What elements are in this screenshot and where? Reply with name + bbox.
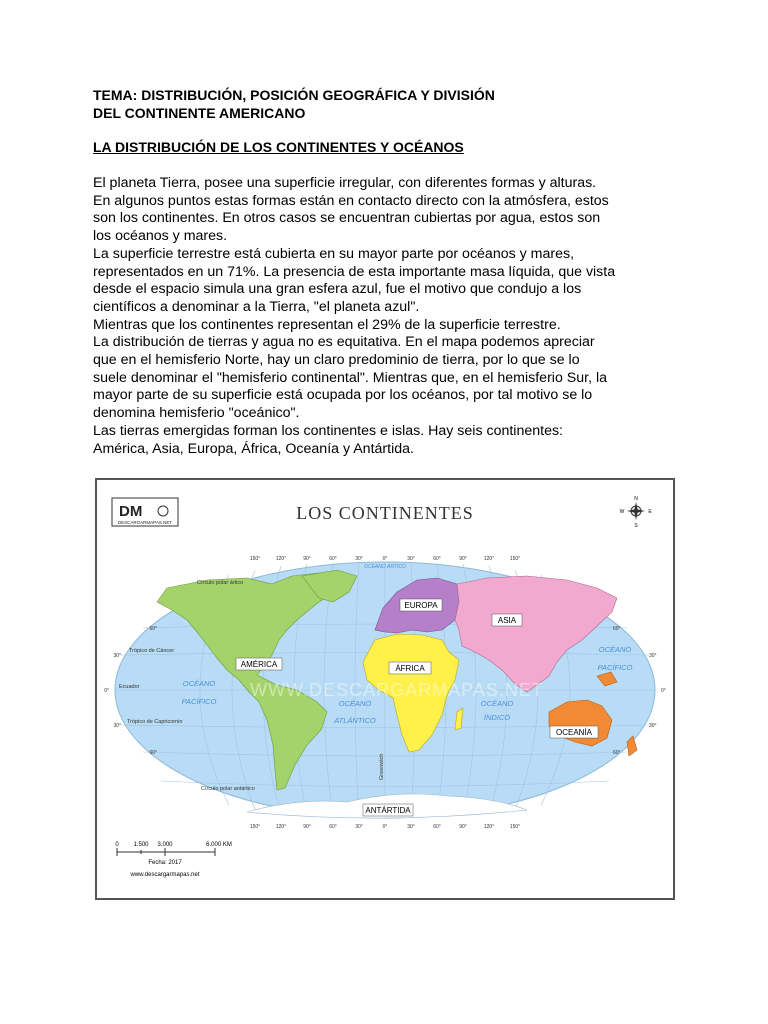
latitude-label: 0° — [661, 688, 666, 694]
longitude-label: 30° — [355, 824, 363, 830]
body-line: desde el espacio simula una gran esfera azul, fue el motivo que condujo a los — [93, 281, 582, 298]
body-line: los océanos y mares. — [93, 228, 228, 245]
scale-label: 0 — [115, 842, 119, 848]
scale-bar — [115, 842, 232, 878]
label-pacifico-e2: PACÍFICO — [597, 663, 633, 672]
logo-letters: DM — [119, 503, 143, 520]
longitude-label: 150° — [249, 824, 261, 830]
compass-n: N — [634, 496, 638, 502]
section-subtitle: LA DISTRIBUCIÓN DE LOS CONTINENTES Y OCÉANOS — [93, 139, 464, 155]
body-line: Mientras que los continentes representan el 29% de la superficie terrestre. — [93, 316, 561, 333]
longitude-label: 60° — [433, 824, 441, 830]
logo — [112, 498, 178, 526]
body-text — [93, 175, 633, 458]
scale-label: 1.500 — [133, 842, 149, 848]
body-line: La superficie terrestre está cubierta en su mayor parte por océanos y mares, — [93, 245, 575, 262]
body-line: son los continentes. En otros casos se encuentran cubiertas por agua, estos son — [93, 210, 601, 227]
body-line: El planeta Tierra, posee una superficie irregular, con diferentes formas y alturas. — [93, 175, 597, 191]
label-oceania: OCEANÍA — [555, 728, 593, 737]
longitude-label: 30° — [407, 824, 415, 830]
longitude-label: 90° — [303, 824, 311, 830]
watermark: WWW.DESCARGARMAPAS.NET — [250, 680, 544, 700]
longitude-label: 0° — [382, 824, 388, 830]
longitude-label: 0° — [382, 556, 388, 562]
body-line: América, Asia, Europa, África, Oceanía y Antártida. — [93, 440, 414, 457]
latitude-label: 30° — [113, 723, 121, 729]
latitude-label: 60° — [149, 626, 157, 632]
label-ecuador: Ecuador — [119, 684, 140, 690]
scale-label: 3.000 — [157, 842, 173, 848]
label-ocean-artico: OCÉANO ÁRTICO — [364, 564, 406, 570]
label-atlantico-1: OCÉANO — [338, 699, 372, 708]
body-line: La distribución de tierras y agua no es equitativa. En el mapa podemos apreciar — [93, 334, 595, 351]
label-atlantico-2: ATLÁNTICO — [334, 716, 376, 725]
label-africa: ÁFRICA — [395, 664, 425, 673]
label-indico-1: OCÉANO — [480, 699, 514, 708]
scale-label: 6.000 KM — [206, 842, 232, 848]
website-label: www.descargarmapas.net — [130, 872, 200, 878]
latitude-label: 30° — [113, 653, 121, 659]
label-polar-antartico: Círculo polar antártico — [201, 786, 255, 792]
longitude-label: 90° — [459, 556, 467, 562]
label-asia: ASIA — [497, 616, 517, 625]
label-america: AMÉRICA — [240, 660, 278, 669]
label-polar-artico: Círculo polar ártico — [197, 580, 244, 586]
body-line: Las tierras emergidas forman los continentes e islas. Hay seis continentes: — [93, 422, 563, 439]
label-greenwich: Greenwich — [379, 753, 385, 780]
longitude-labels-top — [250, 556, 520, 562]
longitude-label: 120° — [275, 824, 287, 830]
fecha-label: Fecha: 2017 — [148, 860, 182, 866]
longitude-labels-bottom — [250, 824, 520, 830]
body-line: científicos a denominar a la Tierra, "el planeta azul". — [93, 298, 420, 315]
logo-site: DESCARGARMAPAS.NET — [117, 520, 173, 525]
longitude-label: 90° — [303, 556, 311, 562]
body-line: En algunos puntos estas formas están en contacto directo con la atmósfera, estos — [93, 192, 609, 209]
longitude-label: 30° — [355, 556, 363, 562]
longitude-label: 90° — [459, 824, 467, 830]
longitude-label: 60° — [433, 556, 441, 562]
body-line: que en el hemisferio Norte, hay un claro predominio de tierra, por lo que se lo — [93, 352, 580, 369]
longitude-label: 60° — [329, 556, 337, 562]
map-title: LOS CONTINENTES — [296, 503, 474, 523]
longitude-label: 30° — [407, 556, 415, 562]
label-indico-2: ÍNDICO — [483, 713, 511, 722]
longitude-label: 150° — [509, 824, 521, 830]
world-map-figure — [95, 478, 675, 900]
compass-e: E — [648, 509, 652, 515]
longitude-label: 150° — [249, 556, 261, 562]
latitude-label: 60° — [613, 626, 621, 632]
title-line-2: DEL CONTINENTE AMERICANO — [93, 105, 306, 121]
label-cancer: Trópico de Cáncer — [129, 648, 175, 654]
label-capricornio: Trópico de Capricornio — [127, 719, 183, 725]
label-pacifico-e1: OCÉANO — [598, 645, 632, 654]
latitude-label: 30° — [649, 653, 657, 659]
body-line: representados en un 71%. La presencia de esta importante masa líquida, que vista — [93, 263, 616, 280]
label-pacifico-w1: OCÉANO — [182, 679, 216, 688]
latitude-label: 30° — [649, 723, 657, 729]
longitude-label: 60° — [329, 824, 337, 830]
label-antartida: ANTÁRTIDA — [365, 806, 411, 815]
body-line: suele denominar el "hemisferio continental". Mientras que, en el hemisferio Sur, la — [93, 369, 607, 386]
latitude-label: 60° — [149, 750, 157, 756]
compass-w: W — [619, 509, 625, 515]
document-title — [93, 86, 495, 122]
longitude-label: 120° — [483, 556, 495, 562]
latitude-label: 60° — [613, 750, 621, 756]
label-europa: EUROPA — [404, 601, 438, 610]
compass-rose-icon — [620, 496, 653, 529]
longitude-label: 120° — [275, 556, 287, 562]
latitude-label: 0° — [104, 688, 109, 694]
world-map-svg — [97, 480, 673, 898]
title-line-1: TEMA: DISTRIBUCIÓN, POSICIÓN GEOGRÁFICA Y DIVISIÓN — [93, 87, 495, 103]
longitude-label: 120° — [483, 824, 495, 830]
body-line: denomina hemisferio "oceánico". — [93, 405, 300, 422]
label-pacifico-w2: PACÍFICO — [181, 697, 217, 706]
compass-s: S — [634, 523, 638, 529]
body-line: mayor parte de su superficie está ocupada por los océanos, por tal motivo se lo — [93, 387, 593, 404]
longitude-label: 150° — [509, 556, 521, 562]
